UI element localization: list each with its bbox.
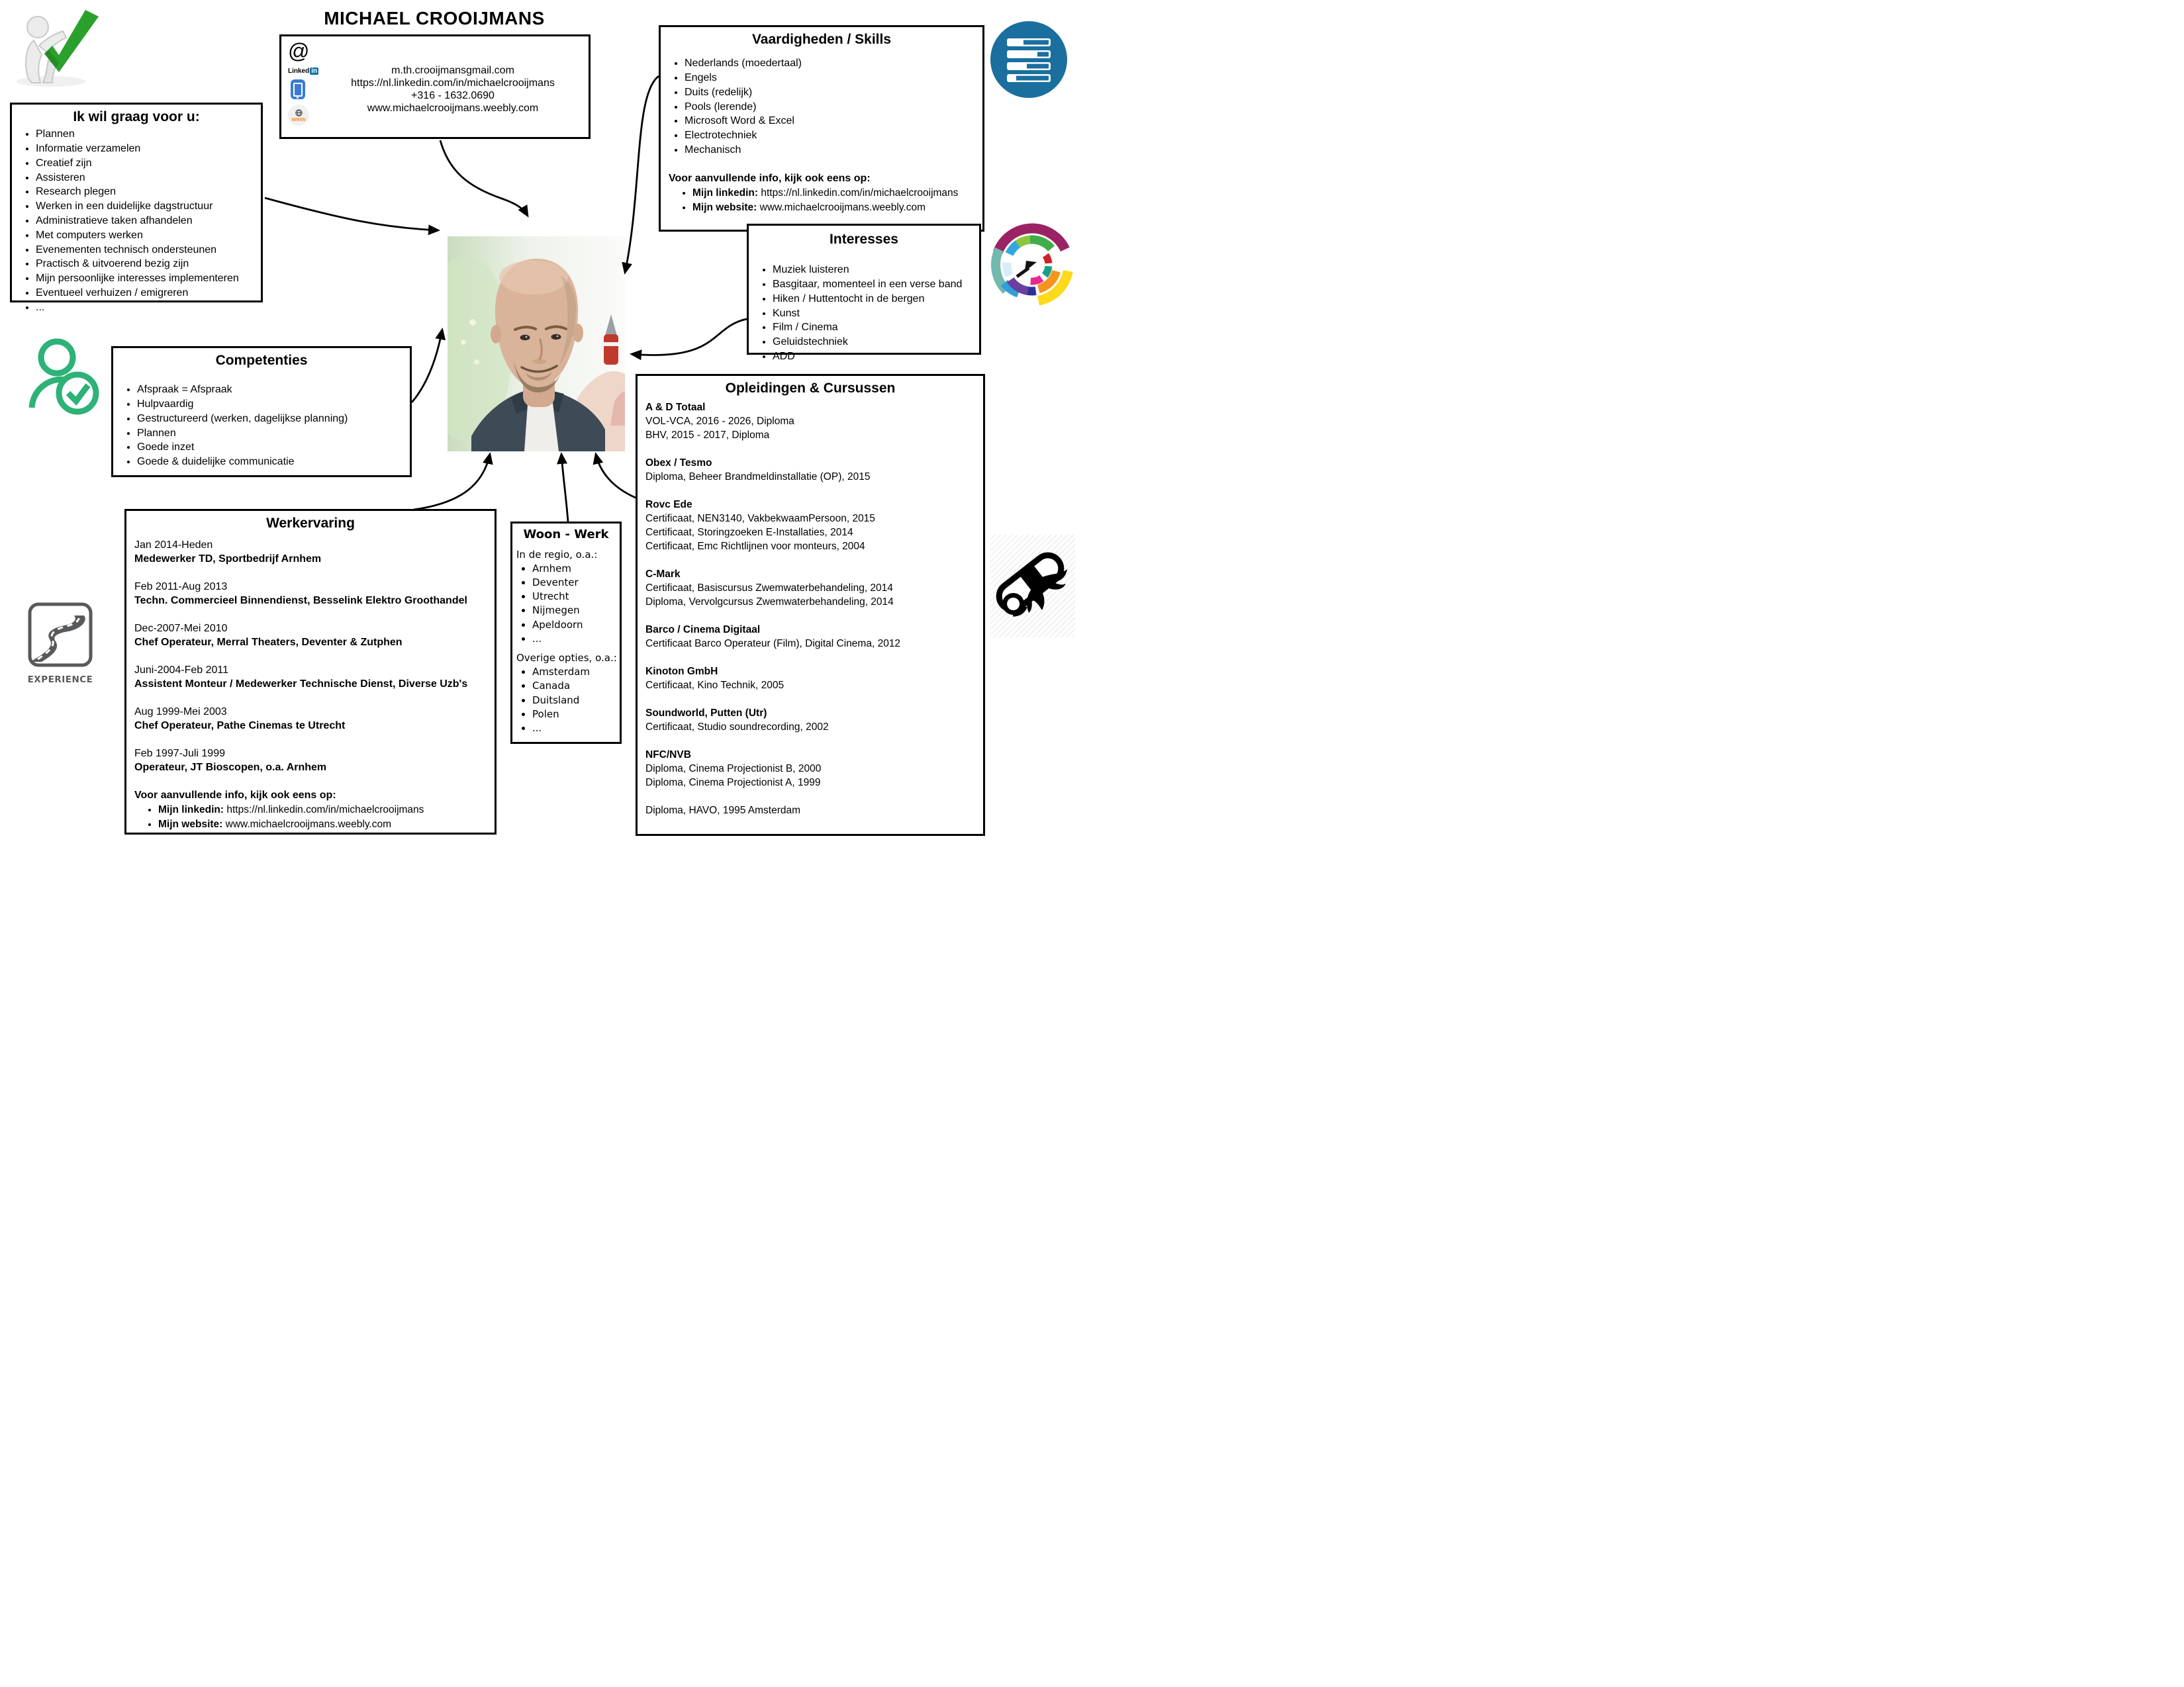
- linkedin-icon: [288, 68, 317, 75]
- work-more-info: [134, 788, 495, 831]
- interests-list: [749, 263, 979, 364]
- work-role: Chef Operateur, Merral Theaters, Deventer & Zutphen: [134, 637, 403, 649]
- list-item: • Duitsland: [532, 694, 620, 707]
- education-institution: C-Mark: [645, 569, 681, 580]
- wishes-list: [12, 128, 261, 314]
- list-item: • Research plegen: [36, 185, 261, 199]
- education-line: [645, 581, 983, 595]
- work-line: [134, 594, 495, 608]
- list-item: • Basgitaar, momenteel in een verse band: [773, 278, 979, 292]
- education-line: [645, 512, 983, 525]
- work-date: Aug 1999-Mei 2003: [134, 706, 227, 718]
- list-item: [692, 186, 982, 200]
- work-line: [134, 552, 495, 566]
- contact-lines: [322, 64, 583, 114]
- education-line: [645, 442, 983, 456]
- list-item: • ...: [532, 721, 620, 735]
- education-line: [645, 776, 983, 790]
- competences-box: [111, 346, 412, 477]
- education-line: [645, 803, 983, 817]
- education-institution: Rovc Ede: [645, 499, 692, 511]
- list-item: • Hulpvaardig: [137, 398, 410, 412]
- education-entries: [645, 400, 983, 817]
- work-line: [134, 719, 495, 733]
- education-line: [645, 400, 983, 414]
- list-item: • Utrecht: [532, 590, 620, 603]
- work-date: Jan 2014-Heden: [134, 539, 213, 551]
- person-check-icon: [23, 331, 102, 422]
- education-detail: Diploma, HAVO, 1995 Amsterdam: [645, 805, 801, 817]
- education-line: [645, 498, 983, 512]
- link-url: www.michaelcrooijmans.weebly.com: [759, 201, 926, 213]
- list-item: • Goede & duidelijke communicatie: [137, 455, 410, 469]
- education-institution: Obex / Tesmo: [645, 457, 712, 469]
- globe-glyph: [295, 109, 303, 116]
- list-item: • Muziek luisteren: [773, 263, 979, 277]
- wishes-box: [10, 103, 263, 313]
- contact-line: https://nl.linkedin.com/in/michaelcrooijmans: [351, 77, 555, 89]
- skills-title: Vaardigheden / Skills: [751, 32, 892, 47]
- list-item: • Evenementen technisch ondersteunen: [36, 244, 261, 257]
- list-item: • ADD: [773, 350, 979, 364]
- list-item: • Gestructureerd (werken, dagelijkse planning): [137, 412, 410, 426]
- list-item: • Film / Cinema: [773, 321, 979, 335]
- education-line: [645, 623, 983, 637]
- list-item: • Mechanisch: [685, 144, 982, 158]
- list-item: • Assisteren: [36, 171, 261, 185]
- link-label: Mijn linkedin:: [158, 804, 224, 816]
- color-wheel-icon: [989, 220, 1075, 316]
- education-institution: Barco / Cinema Digitaal: [645, 624, 761, 636]
- work-line: [134, 705, 495, 719]
- list-item: • Met computers werken: [36, 229, 261, 243]
- work-line: [134, 538, 495, 552]
- education-line: [645, 553, 983, 567]
- education-institution: A & D Totaal: [645, 402, 706, 414]
- list-item: • Informatie verzamelen: [36, 142, 261, 156]
- education-institution: Soundworld, Putten (Utr): [645, 707, 767, 719]
- education-line: [645, 567, 983, 581]
- page-title: MICHAEL CROOIJMANS: [324, 8, 545, 28]
- education-institution: Kinoton GmbH: [645, 666, 718, 678]
- education-detail: Certificaat, Kino Technik, 2005: [645, 680, 784, 692]
- work-role: Medewerker TD, Sportbedrijf Arnhem: [134, 553, 322, 565]
- education-line: [645, 428, 983, 442]
- competences-list: [113, 383, 410, 469]
- commute-other-label: Overige opties, o.a.:: [516, 652, 617, 664]
- list-item: • ...: [532, 632, 620, 645]
- work-line: [134, 621, 495, 635]
- competences-title: Competenties: [215, 353, 308, 368]
- education-detail: Certificaat, Studio soundrecording, 2002: [645, 721, 829, 733]
- education-detail: Certificaat, Emc Richtlijnen voor monteurs, 2004: [645, 541, 865, 553]
- wishes-title: Ik wil graag voor u:: [73, 109, 200, 124]
- work-line: [134, 747, 495, 760]
- list-item: • Creatief zijn: [36, 157, 261, 171]
- list-item: • Hiken / Huttentocht in de bergen: [773, 293, 979, 306]
- education-line: [645, 414, 983, 428]
- list-item: • Plannen: [36, 128, 261, 142]
- education-line: [645, 762, 983, 776]
- education-line: [645, 609, 983, 623]
- profile-photo: [448, 236, 625, 451]
- work-line: [134, 760, 495, 774]
- commute-other-list: [512, 665, 620, 735]
- work-date: Juni-2004-Feb 2011: [134, 664, 229, 676]
- list-item: • Eventueel verhuizen / emigreren: [36, 287, 261, 300]
- work-role: Operateur, JT Bioscopen, o.a. Arnhem: [134, 762, 327, 774]
- more-info-heading: Voor aanvullende info, kijk ook eens op:: [134, 790, 336, 801]
- work-line: [134, 677, 495, 691]
- education-line: [645, 484, 983, 498]
- education-line: [645, 790, 983, 803]
- email-at-icon: @: [288, 39, 310, 63]
- list-item: • ...: [36, 301, 261, 315]
- more-info-links: [134, 803, 495, 831]
- education-line: [645, 748, 983, 762]
- work-line: [134, 649, 495, 663]
- work-experience-box: [124, 509, 497, 835]
- education-institution: NFC/NVB: [645, 749, 691, 761]
- linkedin-in-badge: in: [311, 68, 318, 75]
- interests-title: Interesses: [830, 232, 898, 247]
- skills-box: [659, 25, 984, 232]
- list-item: • Electrotechniek: [685, 129, 982, 143]
- phone-icon: [291, 79, 305, 99]
- commute-box: [510, 522, 622, 744]
- contact-line: www.michaelcrooijmans.weebly.com: [367, 103, 539, 114]
- list-item: • Microsoft Word & Excel: [685, 114, 982, 128]
- list-item: • Mijn persoonlijke interesses implementeren: [36, 272, 261, 286]
- skills-list: [661, 57, 982, 158]
- education-detail: Diploma, Vervolgcursus Zwemwaterbehandeling, 2014: [645, 596, 894, 608]
- list-item: • Engels: [685, 71, 982, 85]
- education-detail: Certificaat, Basiscursus Zwemwaterbehandeling, 2014: [645, 582, 893, 594]
- linkedin-word: Linked: [288, 68, 310, 75]
- link-label: Mijn linkedin:: [692, 187, 759, 199]
- www-label: www: [291, 115, 306, 122]
- link-label: Mijn website:: [692, 201, 757, 213]
- contact-line: +316 - 1632.0690: [411, 90, 495, 101]
- commute-region-label: In de regio, o.a.:: [516, 548, 598, 561]
- commute-region-list: [512, 562, 620, 646]
- work-line: [134, 580, 495, 594]
- education-box: [636, 374, 985, 836]
- education-line: [645, 456, 983, 470]
- education-line: [645, 595, 983, 609]
- work-line: [134, 635, 495, 649]
- list-item: • Canada: [532, 679, 620, 692]
- education-line: [645, 734, 983, 748]
- link-url: https://nl.linkedin.com/in/michaelcrooijmans: [761, 187, 959, 199]
- education-detail: BHV, 2015 - 2017, Diploma: [645, 430, 770, 441]
- list-item: • Arnhem: [532, 562, 620, 575]
- education-line: [645, 678, 983, 692]
- list-item: [158, 803, 495, 817]
- education-detail: Diploma, Beheer Brandmeldinstallatie (OP), 2015: [645, 471, 871, 483]
- list-item: • Goede inzet: [137, 441, 410, 455]
- education-line: [645, 706, 983, 720]
- education-line: [645, 651, 983, 664]
- skill-bars-icon: [989, 20, 1068, 103]
- work-role: Chef Operateur, Pathe Cinemas te Utrecht: [134, 720, 346, 732]
- work-title: Werkervaring: [266, 516, 355, 531]
- work-line: [134, 691, 495, 705]
- list-item: • Geluidstechniek: [773, 336, 979, 349]
- work-date: Dec-2007-Mei 2010: [134, 623, 228, 635]
- list-item: • Plannen: [137, 427, 410, 441]
- education-detail: Certificaat, Storingzoeken E-Installaties, 2014: [645, 527, 853, 539]
- work-entries: [134, 538, 495, 774]
- commute-title: Woon - Werk: [523, 527, 609, 541]
- list-item: • Administratieve taken afhandelen: [36, 214, 261, 228]
- education-line: [645, 539, 983, 553]
- education-line: [645, 720, 983, 734]
- list-item: • Nijmegen: [532, 604, 620, 617]
- list-item: [158, 817, 495, 831]
- work-line: [134, 663, 495, 677]
- work-line: [134, 608, 495, 621]
- education-line: [645, 664, 983, 678]
- list-item: • Amsterdam: [532, 665, 620, 678]
- education-detail: Certificaat, NEN3140, VakbekwaamPersoon, 2015: [645, 513, 875, 525]
- interests-box: [747, 224, 981, 362]
- figure-checkmark-icon: [5, 5, 109, 93]
- work-date: Feb 2011-Aug 2013: [134, 581, 228, 593]
- more-info-links: [669, 186, 982, 214]
- contact-line: m.th.crooijmansgmail.com: [391, 65, 514, 76]
- link-label: Mijn website:: [158, 819, 223, 831]
- education-line: [645, 470, 983, 484]
- list-item: [692, 201, 982, 214]
- list-item: • Werken in een duidelijke dagstructuur: [36, 200, 261, 214]
- experience-label: EXPERIENCE: [27, 674, 93, 685]
- work-role: Assistent Monteur / Medewerker Technische Dienst, Diverse Uzb's: [134, 678, 468, 690]
- education-line: [645, 525, 983, 539]
- website-globe-icon: [288, 105, 309, 126]
- work-date: Feb 1997-Juli 1999: [134, 748, 225, 760]
- skills-more-info: [669, 171, 982, 214]
- list-item: • Duits (redelijk): [685, 86, 982, 100]
- list-item: • Apeldoorn: [532, 618, 620, 631]
- more-info-heading: Voor aanvullende info, kijk ook eens op:: [669, 172, 871, 184]
- work-role: Techn. Commercieel Binnendienst, Besselink Elektro Groothandel: [134, 595, 467, 607]
- list-item: • Afspraak = Afspraak: [137, 383, 410, 397]
- experience-road-icon: [24, 601, 97, 685]
- diploma-scroll-icon: [990, 535, 1075, 637]
- education-detail: Diploma, Cinema Projectionist B, 2000: [645, 763, 822, 775]
- list-item: • Nederlands (moedertaal): [685, 57, 982, 71]
- education-line: [645, 637, 983, 651]
- list-item: • Polen: [532, 707, 620, 721]
- list-item: • Practisch & uitvoerend bezig zijn: [36, 257, 261, 271]
- education-detail: Diploma, Cinema Projectionist A, 1999: [645, 777, 821, 789]
- contact-box: [279, 34, 591, 139]
- list-item: • Pools (lerende): [685, 101, 982, 114]
- education-detail: VOL-VCA, 2016 - 2026, Diploma: [645, 416, 794, 428]
- work-line: [134, 566, 495, 580]
- contact-icon-column: [288, 39, 317, 126]
- education-line: [645, 692, 983, 706]
- list-item: • Deventer: [532, 576, 620, 589]
- list-item: • Kunst: [773, 307, 979, 321]
- work-line: [134, 733, 495, 747]
- link-url: https://nl.linkedin.com/in/michaelcrooijmans: [226, 804, 424, 816]
- link-url: www.michaelcrooijmans.weebly.com: [225, 819, 392, 831]
- education-detail: Certificaat Barco Operateur (Film), Digital Cinema, 2012: [645, 638, 901, 650]
- education-title: Opleidingen & Cursussen: [725, 381, 896, 396]
